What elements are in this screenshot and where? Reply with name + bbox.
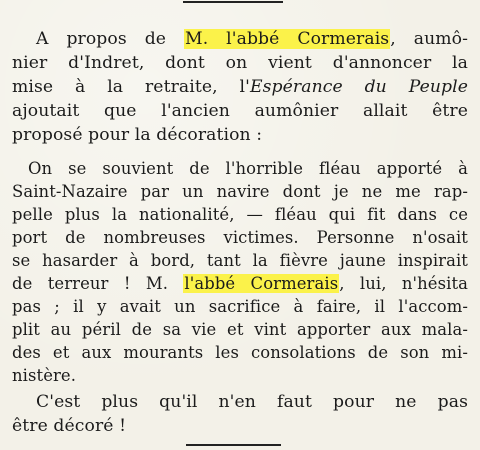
text-segment: plit au péril de sa vie et vint apporter aux mala-: [12, 320, 468, 339]
text-line: [12, 318, 468, 342]
text-segment: nistère.: [12, 366, 77, 385]
text-segment: port de nombreuses victimes. Personne n'osait: [12, 228, 468, 247]
text-line: [12, 364, 468, 388]
text-line: [12, 414, 468, 438]
text-segment: pelle plus la nationalité, — fléau qui fit dans ce: [12, 205, 468, 224]
text-segment: ajoutait que l'ancien aumônier allait être: [12, 101, 468, 121]
text-segment: proposé pour la décoration :: [12, 125, 263, 145]
text-segment: , lui, n'hésita: [339, 274, 469, 293]
text-segment: A propos de: [36, 29, 184, 49]
text-segment: se hasarder à bord, tant la fièvre jaune inspirait: [12, 251, 468, 270]
text-line: [12, 27, 468, 51]
text-line: [12, 180, 468, 204]
text-line: [12, 99, 468, 123]
text-line: [12, 123, 468, 147]
highlighted-name: M. l'abbé Cormerais: [185, 29, 390, 49]
text-segment: C'est plus qu'il n'en faut pour ne pas: [36, 392, 468, 412]
text-segment: des et aux mourants les consolations de son mi-: [12, 343, 468, 362]
text-line: [12, 226, 468, 250]
text-line: [12, 51, 468, 75]
text-segment: être décoré !: [12, 416, 127, 436]
text-line: [12, 203, 468, 227]
text-segment: On se souvient de l'horrible fléau apporté à: [28, 159, 468, 178]
text-line: [12, 295, 468, 319]
text-line: [12, 249, 468, 273]
text-line: [12, 157, 468, 181]
text-line: [12, 272, 468, 296]
highlighted-name: l'abbé Cormerais: [184, 274, 339, 293]
bottom-divider-rule: [186, 444, 281, 446]
text-line: [12, 390, 468, 414]
newspaper-title: Espérance du Peuple: [249, 77, 468, 97]
text-segment: de terreur ! M.: [12, 274, 184, 293]
text-line: [12, 75, 468, 99]
text-segment: nier d'Indret, dont on vient d'annoncer la: [12, 53, 468, 73]
text-segment: Saint-Nazaire par un navire dont je ne me rap-: [12, 182, 468, 201]
text-segment: mise à la retraite, l': [12, 77, 250, 97]
text-segment: pas ; il y avait un sacrifice à faire, il l'accom-: [12, 297, 468, 316]
top-divider-rule: [183, 1, 283, 3]
text-line: [12, 341, 468, 365]
text-segment: , aumô-: [390, 29, 468, 49]
